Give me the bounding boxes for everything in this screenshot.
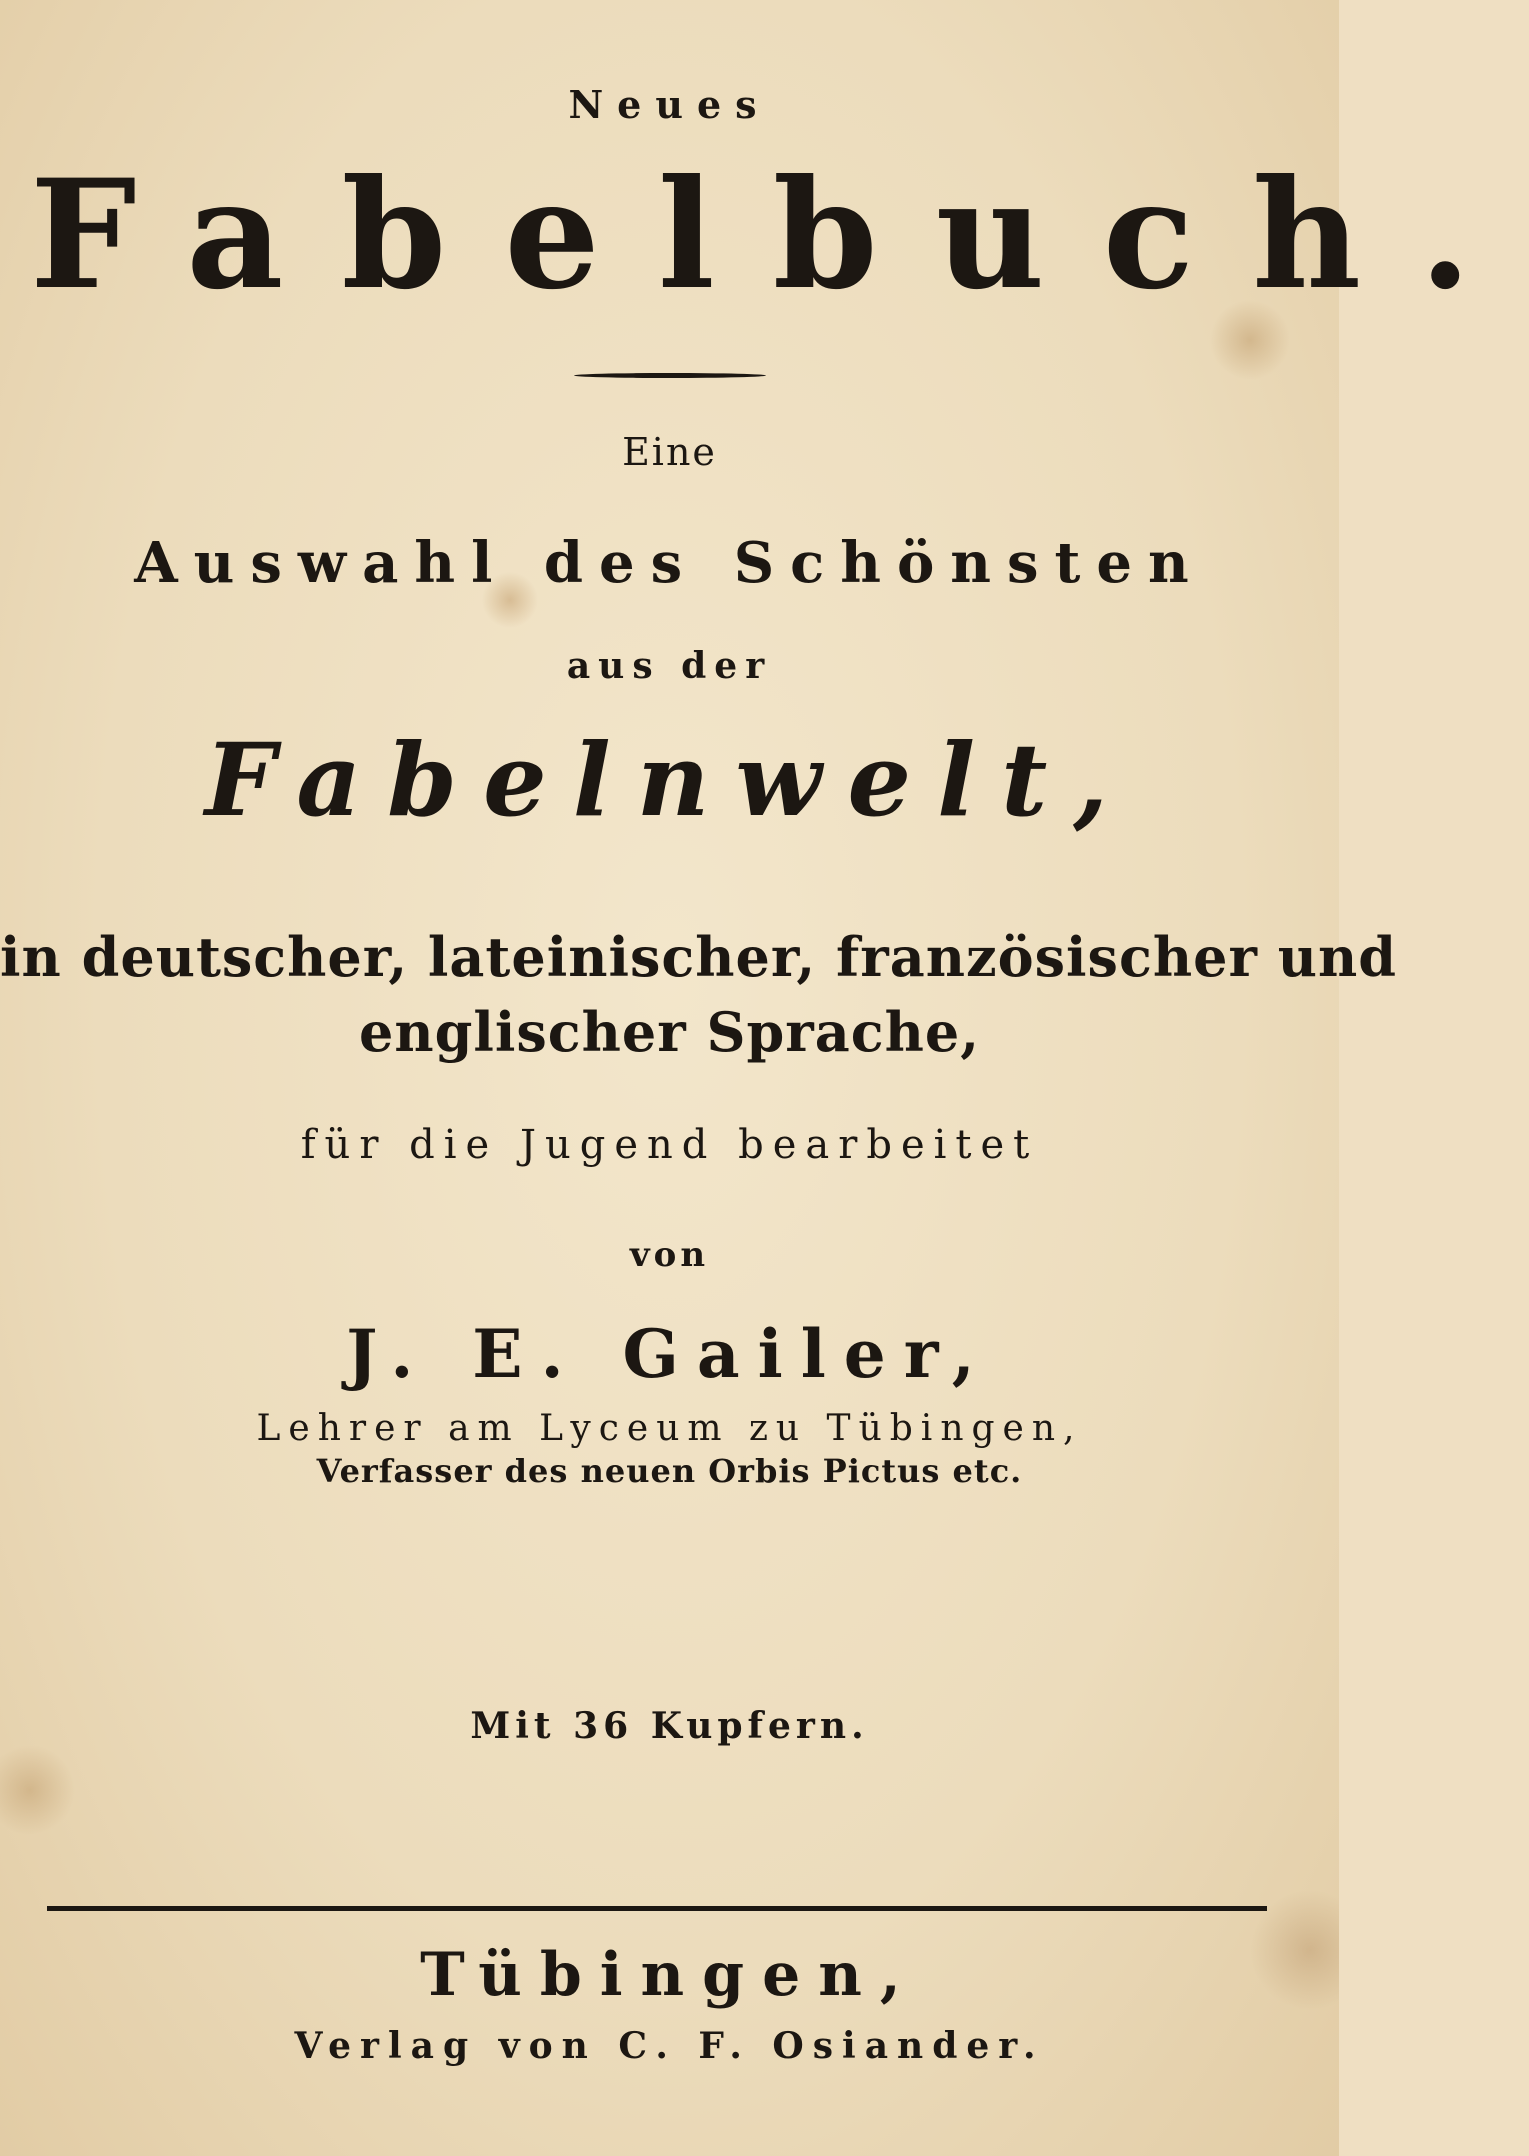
author-work: Verfasser des neuen Orbis Pictus etc. (316, 1452, 1023, 1490)
title-divider (574, 373, 766, 378)
book-title: Fabelbuch. (30, 147, 1529, 323)
subtitle-fabelnwelt: Fabelnwelt, (204, 721, 1135, 839)
languages-line-2: englischer Sprache, (358, 1000, 981, 1064)
author-position: Lehrer am Lyceum zu Tübingen, (256, 1408, 1083, 1449)
publication-place: Tübingen, (420, 1940, 919, 2010)
subtitle-aus-der: aus der (566, 645, 773, 687)
publisher-line: Verlag von C. F. Osiander. (294, 2025, 1045, 2067)
imprint-divider (47, 1906, 1267, 1911)
author-name: J. E. Gailer, (346, 1315, 993, 1393)
by-line: von (629, 1235, 710, 1275)
subtitle-auswahl: Auswahl des Schönsten (134, 530, 1205, 596)
title-prefix: Neues (568, 82, 771, 127)
subtitle-eine: Eine (622, 430, 717, 474)
languages-line-1: in deutscher, lateinischer, französischer und (0, 925, 1397, 989)
audience-line: für die Jugend bearbeitet (300, 1122, 1039, 1168)
illustrations-note: Mit 36 Kupfern. (470, 1705, 869, 1747)
